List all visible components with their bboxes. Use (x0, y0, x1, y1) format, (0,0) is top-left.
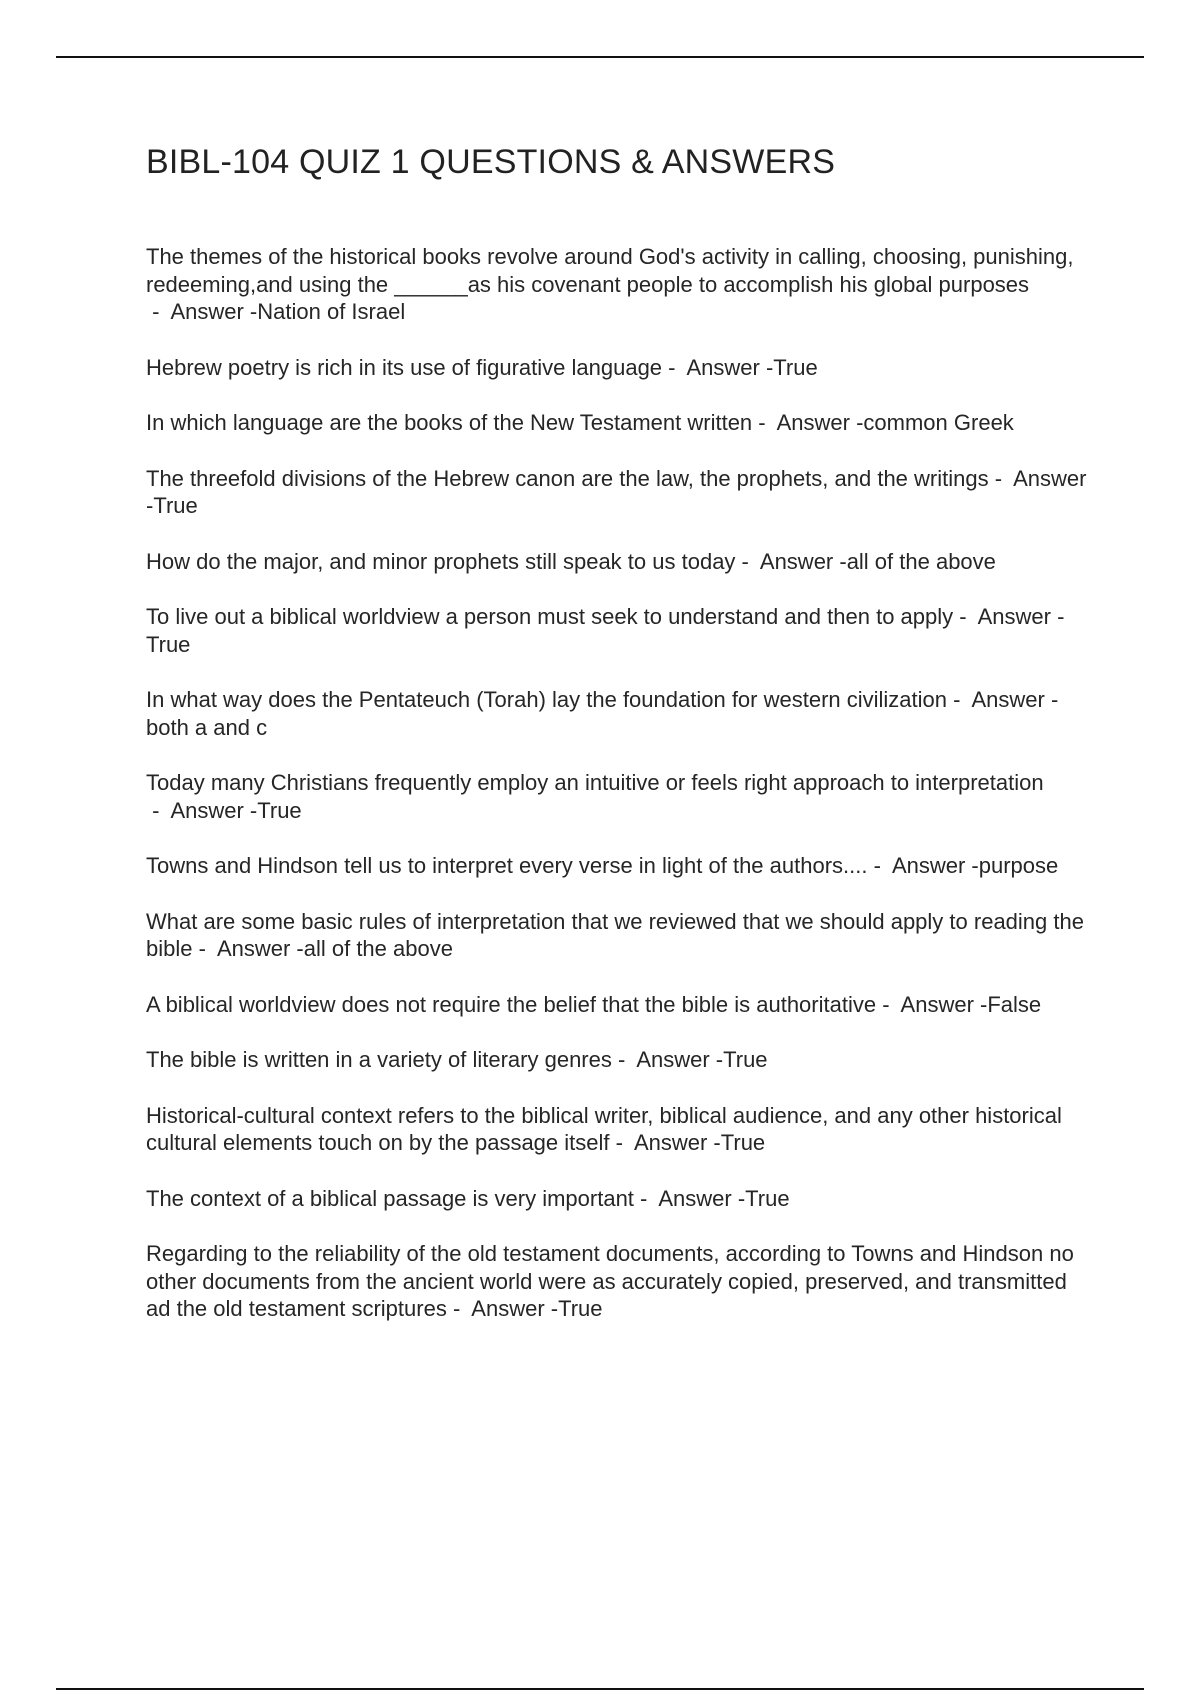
qa-item (146, 686, 1096, 741)
qa-item (146, 1240, 1096, 1323)
answer-separator: - (662, 354, 687, 380)
question-text: The themes of the historical books revolve around God's activity in calling, choosing, punishing, redeeming,and using the ______as his covenant people to accomplish his global purposes (146, 244, 1074, 297)
answer-text: Answer -both a and c (146, 687, 1059, 740)
answer-text: Answer -False (900, 991, 1042, 1017)
question-text: The threefold divisions of the Hebrew canon are the law, the prophets, and the writings (146, 465, 989, 491)
answer-separator: - (752, 410, 777, 435)
answer-text: Answer -True (686, 354, 818, 380)
qa-item (146, 354, 1096, 382)
answer-text: Answer -True (633, 1130, 766, 1155)
answer-separator: - (867, 853, 892, 878)
question-text: In which language are the books of the New Testament written (146, 410, 753, 435)
qa-item (146, 548, 1096, 576)
qa-item (146, 409, 1096, 437)
qa-item (146, 852, 1096, 880)
question-text: Hebrew poetry is rich in its use of figurative language (146, 354, 663, 380)
question-text: Today many Christians frequently employ an intuitive or feels right approach to interpretation (146, 770, 1044, 795)
answer-separator: - (146, 299, 171, 324)
question-text: In what way does the Pentateuch (Torah) lay the foundation for western civilization (146, 687, 948, 712)
answer-text: Answer -purpose (891, 853, 1059, 878)
answer-separator: - (146, 797, 171, 823)
answer-separator: - (953, 604, 978, 629)
qa-item (146, 1046, 1096, 1074)
qa-item (146, 908, 1096, 963)
question-text: To live out a biblical worldview a person must seek to understand and then to apply (146, 604, 954, 629)
answer-separator: - (988, 465, 1014, 491)
answer-separator: - (947, 687, 972, 712)
question-text: A biblical worldview does not require the belief that the bible is authoritative (146, 991, 877, 1017)
question-text: How do the major, and minor prophets still speak to us today (146, 548, 736, 574)
page-title: BIBL-104 QUIZ 1 QUESTIONS & ANSWERS (146, 143, 836, 181)
question-text: Historical-cultural context refers to the biblical writer, biblical audience, and any other historical cultural elements touch on by the passage itself (146, 1102, 1062, 1155)
answer-separator: - (446, 1296, 472, 1321)
answer-text: Answer -Nation of Israel (170, 299, 406, 324)
answer-text: Answer -True (636, 1047, 768, 1072)
qa-item (146, 769, 1096, 824)
qa-item (146, 243, 1096, 326)
qa-item (146, 603, 1096, 658)
answer-separator: - (611, 1047, 637, 1072)
qa-item (146, 1102, 1096, 1157)
answer-separator: - (609, 1130, 634, 1155)
qa-item (146, 991, 1096, 1019)
answer-text: Answer -all of the above (216, 936, 453, 961)
question-text: The context of a biblical passage is very important (146, 1185, 634, 1211)
qa-list (146, 243, 1096, 1351)
answer-text: Answer -True (658, 1185, 790, 1211)
question-text: The bible is written in a variety of literary genres (146, 1047, 612, 1072)
answer-separator: - (876, 991, 901, 1017)
answer-separator: - (735, 548, 760, 574)
answer-text: Answer -True (170, 797, 302, 823)
answer-text: Answer -True (471, 1296, 603, 1321)
top-rule (56, 56, 1144, 58)
answer-text: Answer -all of the above (759, 548, 996, 574)
question-text: What are some basic rules of interpretation that we reviewed that we should apply to reading the bible (146, 908, 1084, 961)
answer-text: Answer -True (146, 465, 1087, 518)
question-text: Regarding to the reliability of the old testament documents, according to Towns and Hindson no other documents from the ancient world were as accurately copied, preserved, and transmitted ad the old testament scriptures (146, 1241, 1074, 1321)
answer-separator: - (192, 936, 217, 961)
qa-item (146, 1185, 1096, 1213)
question-text: Towns and Hindson tell us to interpret every verse in light of the authors.... (146, 853, 868, 878)
bottom-rule (56, 1688, 1144, 1690)
qa-item (146, 465, 1096, 520)
answer-text: Answer -True (146, 604, 1065, 657)
answer-text: Answer -common Greek (776, 410, 1014, 435)
answer-separator: - (633, 1185, 659, 1211)
